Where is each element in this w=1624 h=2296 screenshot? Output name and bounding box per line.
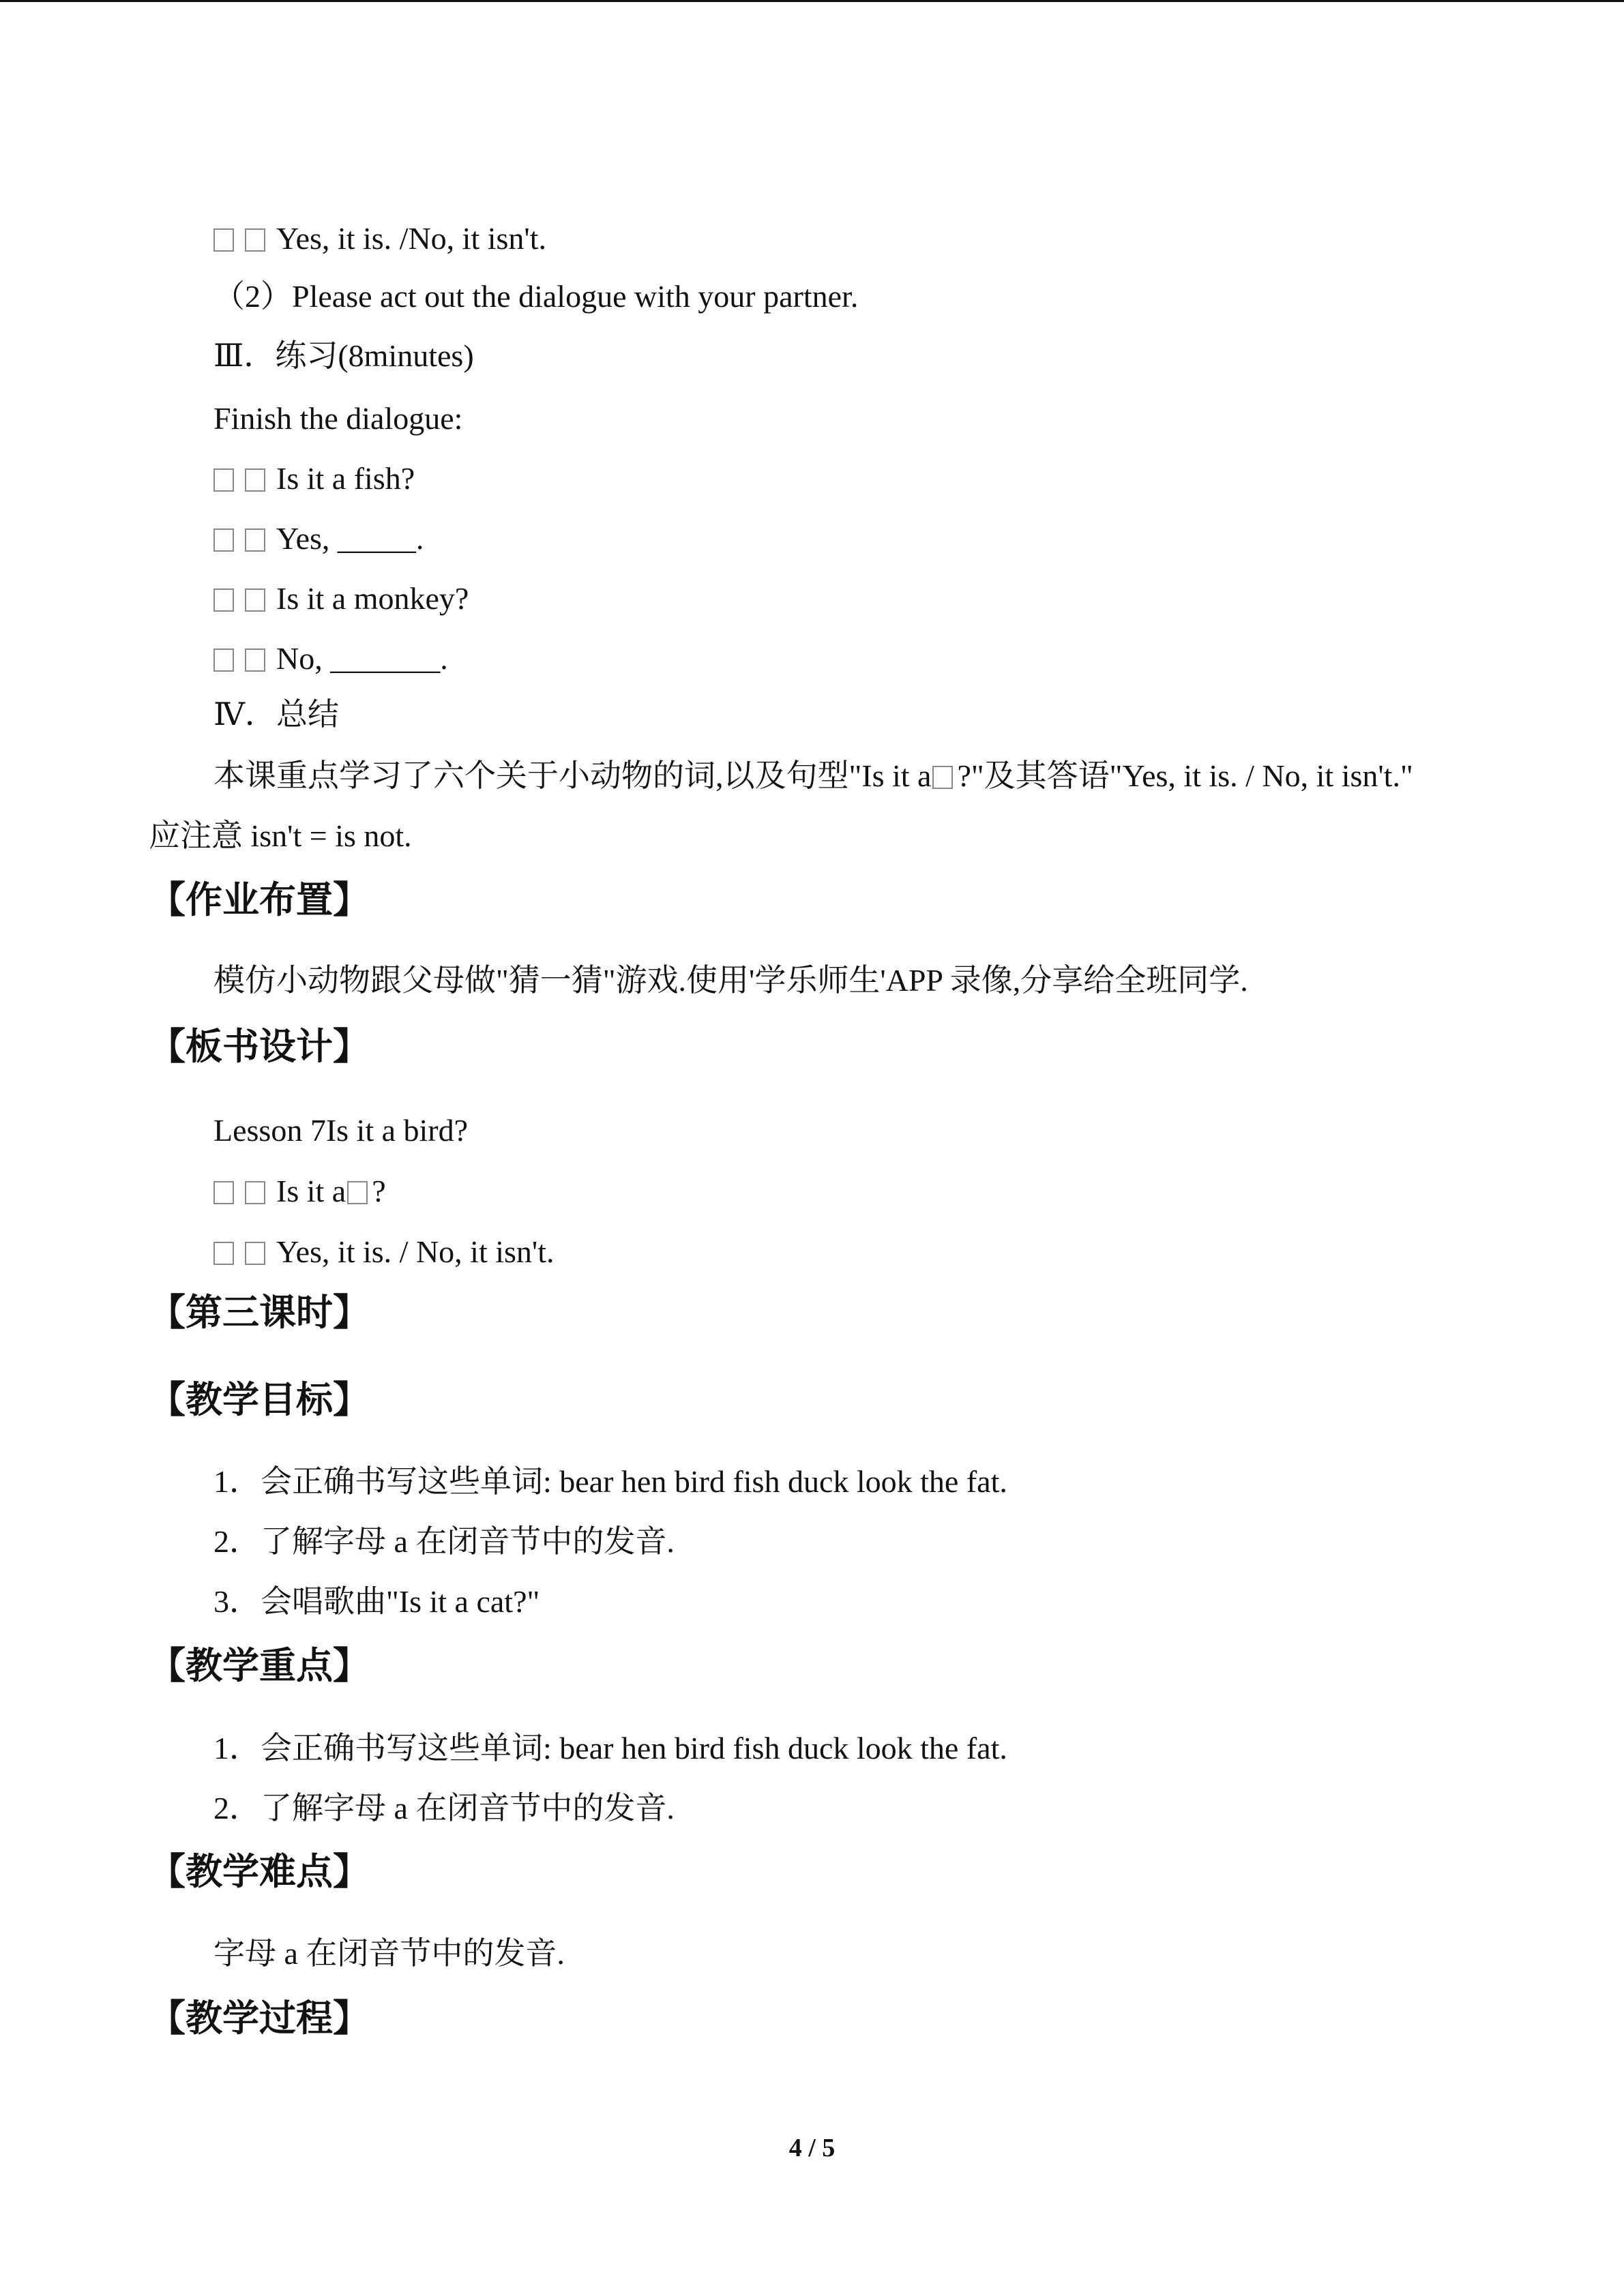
missing-glyph-box — [213, 648, 234, 672]
dialogue-question-fish: Is it a fish? — [213, 458, 415, 499]
dialogue-answer-yes: Yes, _____. — [213, 518, 424, 559]
missing-glyph-box — [213, 1242, 234, 1265]
missing-glyph-box — [932, 766, 953, 789]
missing-glyph-box — [213, 468, 234, 492]
missing-glyph-box — [245, 468, 265, 492]
missing-glyph-box — [213, 528, 234, 552]
key-point-item-2: 2．了解字母 a 在闭音节中的发音. — [213, 1791, 675, 1825]
missing-glyph-box — [245, 1181, 265, 1204]
missing-glyph-box — [213, 228, 234, 252]
objectives-heading: 【教学目标】 — [149, 1378, 370, 1421]
summary-step-title: Ⅳ．总结 — [213, 697, 339, 732]
page-number: 4 / 5 — [788, 2134, 836, 2162]
objective-item-3: 3．会唱歌曲"Is it a cat?" — [213, 1584, 540, 1619]
missing-glyph-box — [245, 528, 265, 552]
difficulty-heading: 【教学难点】 — [149, 1850, 370, 1893]
act-out-instruction: （2）Please act out the dialogue with your partner. — [213, 279, 859, 314]
summary-text-line-2: 应注意 isn't = is not. — [149, 818, 412, 853]
board-lesson-title: Lesson 7Is it a bird? — [213, 1113, 469, 1148]
missing-glyph-box — [347, 1181, 368, 1204]
practice-step-title: Ⅲ．练习(8minutes) — [213, 338, 474, 373]
missing-glyph-box — [213, 588, 234, 612]
homework-text: 模仿小动物跟父母做"猜一猜"游戏.使用'学乐师生'APP 录像,分享给全班同学. — [213, 963, 1248, 998]
missing-glyph-box — [213, 1181, 234, 1204]
board-design-heading: 【板书设计】 — [149, 1025, 370, 1068]
dialogue-answer-no: No, _______. — [213, 638, 448, 679]
missing-glyph-box — [245, 588, 265, 612]
dialogue-question-monkey: Is it a monkey? — [213, 578, 469, 619]
key-points-heading: 【教学重点】 — [149, 1644, 370, 1687]
board-answer-pattern: Yes, it is. / No, it isn't. — [213, 1232, 555, 1272]
third-lesson-heading: 【第三课时】 — [149, 1291, 370, 1334]
difficulty-text: 字母 a 在闭音节中的发音. — [213, 1936, 565, 1971]
objective-item-2: 2．了解字母 a 在闭音节中的发音. — [213, 1524, 675, 1559]
missing-glyph-box — [245, 648, 265, 672]
missing-glyph-box — [245, 1242, 265, 1265]
objective-item-1: 1．会正确书写这些单词: bear hen bird fish duck look the fat. — [213, 1464, 1007, 1499]
missing-glyph-box — [245, 228, 265, 252]
board-question-pattern: Is it a ? — [213, 1171, 386, 1212]
homework-heading: 【作业布置】 — [149, 878, 370, 921]
finish-dialogue-instruction: Finish the dialogue: — [213, 401, 463, 436]
summary-text-line-1: 本课重点学习了六个关于小动物的词,以及句型"Is it a ?"及其答语"Yes, it is. / No, it isn't." — [213, 758, 1413, 793]
teaching-process-heading: 【教学过程】 — [149, 1997, 370, 2040]
key-point-item-1: 1．会正确书写这些单词: bear hen bird fish duck look the fat. — [213, 1731, 1007, 1765]
dialogue-line-answer: Yes, it is. /No, it isn't. — [213, 218, 546, 259]
